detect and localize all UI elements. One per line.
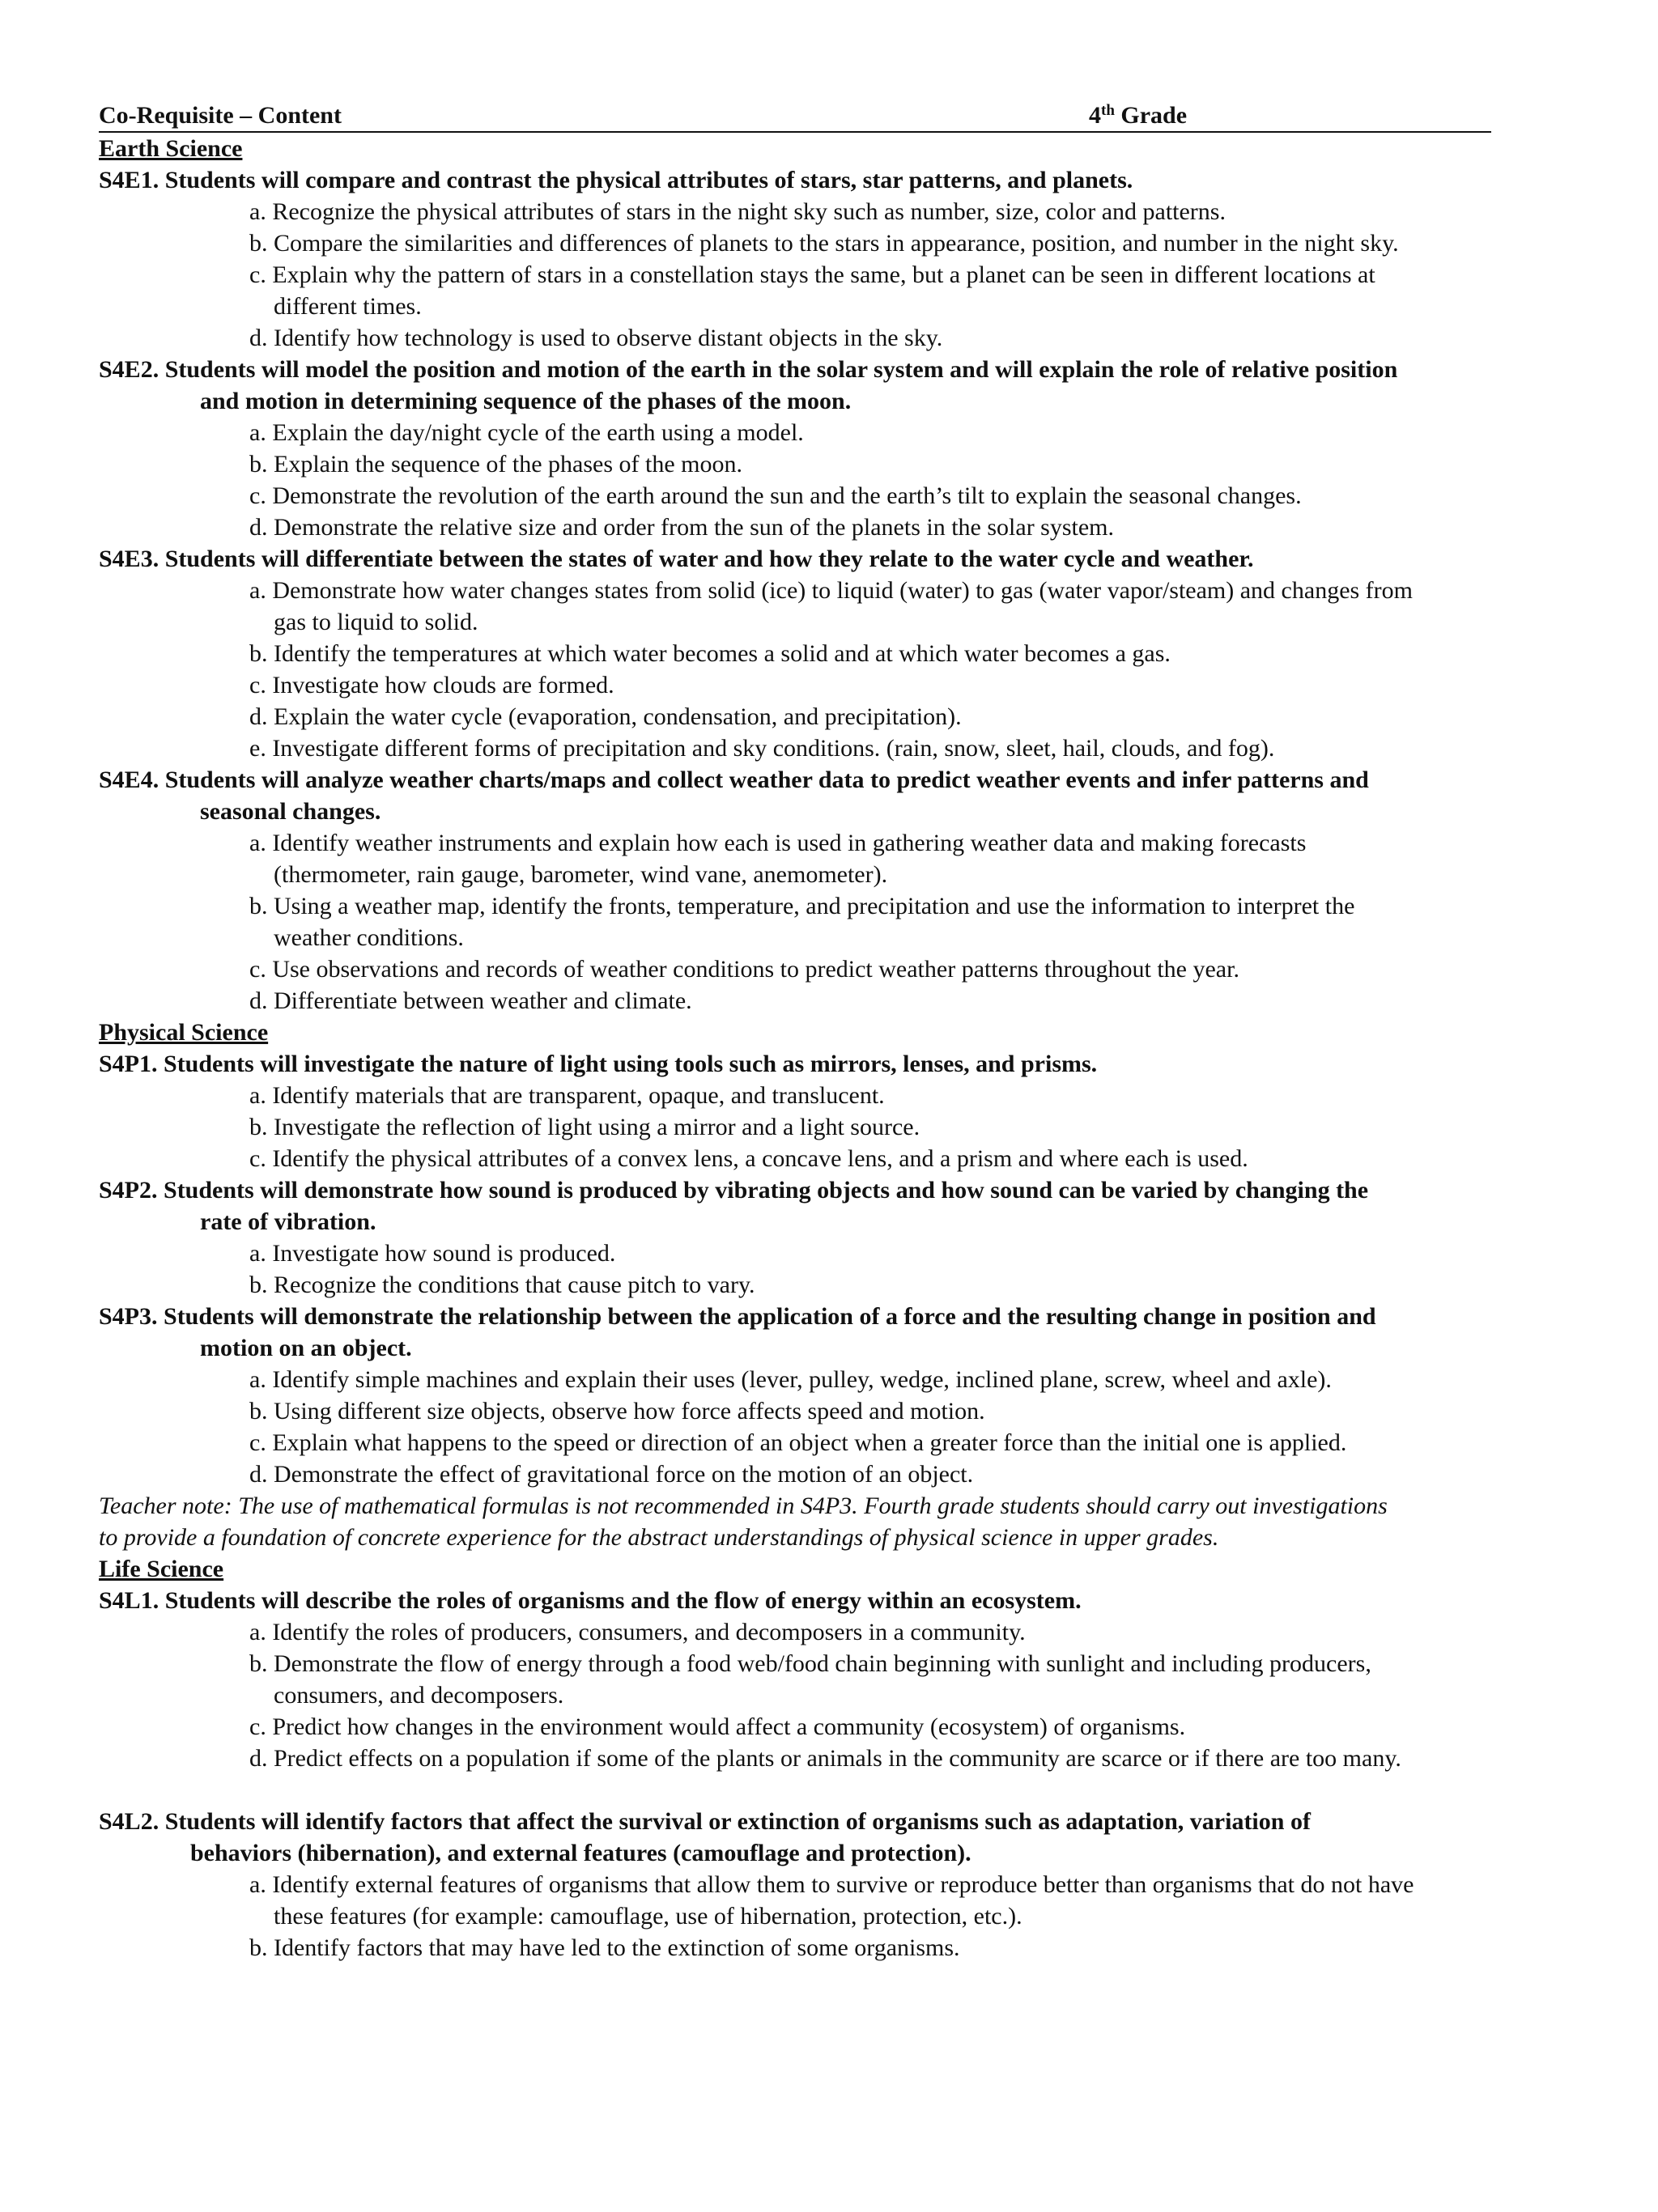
- section-heading-life-science: Life Science: [99, 1556, 224, 1582]
- element-s4e4-a-line1: a. Identify weather instruments and explain how each is used in gathering weather data and making forecasts: [249, 830, 1307, 856]
- standard-s4e4-line1: S4E4. Students will analyze weather charts/maps and collect weather data to predict weather events and infer patterns and: [99, 766, 1369, 793]
- element-s4l1-a: a. Identify the roles of producers, consumers, and decomposers in a community.: [249, 1619, 1026, 1645]
- element-s4e2-c: c. Demonstrate the revolution of the earth around the sun and the earth’s tilt to explain the seasonal changes.: [249, 482, 1302, 509]
- element-s4p3-c: c. Explain what happens to the speed or direction of an object when a greater force than the initial one is applied.: [249, 1429, 1347, 1456]
- standard-s4l1: [99, 1585, 1580, 1616]
- element-s4l1-d: d. Predict effects on a population if some of the plants or animals in the community are scarce or if there are too many.: [249, 1745, 1401, 1772]
- element-s4e4-b-line2: weather conditions.: [274, 924, 464, 951]
- element-s4l1-b: [99, 1648, 1580, 1711]
- standard-s4p1-text: S4P1. Students will investigate the nature of light using tools such as mirrors, lenses, and prisms.: [99, 1051, 1098, 1077]
- element-s4p1-a: a. Identify materials that are transparent, opaque, and translucent.: [249, 1082, 885, 1109]
- element-s4e1-c-line2: different times.: [274, 293, 422, 320]
- element-s4p3-d: d. Demonstrate the effect of gravitational force on the motion of an object.: [249, 1461, 974, 1488]
- grade-suffix: th: [1101, 102, 1115, 119]
- standard-s4e1: [99, 164, 1580, 196]
- element-s4e1-c: [99, 259, 1580, 322]
- standard-s4p2: [99, 1174, 1580, 1238]
- element-s4p2-a: a. Investigate how sound is produced.: [249, 1240, 616, 1267]
- element-s4p3-b: b. Using different size objects, observe how force affects speed and motion.: [249, 1398, 985, 1424]
- standard-s4e2-line1: S4E2. Students will model the position and motion of the earth in the solar system and will explain the role of relative position: [99, 356, 1398, 383]
- standard-s4p2-line1: S4P2. Students will demonstrate how sound is produced by vibrating objects and how sound can be varied by changing the: [99, 1177, 1369, 1204]
- element-s4e1-a: a. Recognize the physical attributes of stars in the night sky such as number, size, color and patterns.: [249, 198, 1226, 225]
- header-title: Co-Requisite – Content: [99, 102, 342, 129]
- element-s4e3-b: b. Identify the temperatures at which water becomes a solid and at which water becomes a gas.: [249, 640, 1171, 667]
- element-s4e1-d: d. Identify how technology is used to observe distant objects in the sky.: [249, 325, 943, 351]
- standard-s4e2: [99, 354, 1580, 417]
- element-s4p2-b: b. Recognize the conditions that cause pitch to vary.: [249, 1272, 755, 1298]
- standard-s4p1: [99, 1048, 1580, 1080]
- element-s4e3-a-line2: gas to liquid to solid.: [274, 609, 478, 635]
- element-s4e4-d: d. Differentiate between weather and climate.: [249, 987, 692, 1014]
- section-heading-earth-science: Earth Science: [99, 135, 243, 162]
- page-header: [99, 100, 1491, 133]
- teacher-note: [99, 1490, 1580, 1553]
- element-s4e1-c-line1: c. Explain why the pattern of stars in a constellation stays the same, but a planet can be seen in different locations at: [249, 261, 1375, 288]
- element-s4e3-a: [99, 575, 1580, 638]
- element-s4p1-b: b. Investigate the reflection of light using a mirror and a light source.: [249, 1114, 920, 1140]
- standard-s4e2-line2: and motion in determining sequence of the phases of the moon.: [200, 388, 852, 414]
- standard-s4p3: [99, 1301, 1580, 1364]
- standard-s4l2-line2: behaviors (hibernation), and external features (camouflage and protection).: [190, 1840, 971, 1866]
- blank-line: [99, 1774, 1580, 1806]
- element-s4e1-b: b. Compare the similarities and differences of planets to the stars in appearance, position, and number in the night sky.: [249, 230, 1399, 257]
- grade-number: 4: [1089, 102, 1101, 129]
- header-grade: [1089, 100, 1187, 131]
- element-s4e4-b-line1: b. Using a weather map, identify the fronts, temperature, and precipitation and use the information to interpret the: [249, 893, 1355, 919]
- standard-s4l2: [99, 1806, 1580, 1869]
- standard-s4e3: [99, 543, 1580, 575]
- element-s4l2-b: b. Identify factors that may have led to the extinction of some organisms.: [249, 1934, 960, 1961]
- element-s4e3-a-line1: a. Demonstrate how water changes states from solid (ice) to liquid (water) to gas (water vapor/steam) and changes from: [249, 577, 1413, 604]
- element-s4l2-a-line2: these features (for example: camouflage, use of hibernation, protection, etc.).: [274, 1903, 1022, 1930]
- element-s4e4-b: [99, 890, 1580, 953]
- standard-s4e3-text: S4E3. Students will differentiate between the states of water and how they relate to the water cycle and weather.: [99, 546, 1254, 572]
- grade-word: Grade: [1120, 102, 1188, 129]
- element-s4e2-a: a. Explain the day/night cycle of the earth using a model.: [249, 419, 804, 446]
- element-s4p3-a: a. Identify simple machines and explain their uses (lever, pulley, wedge, inclined plane, screw, wheel and axle).: [249, 1366, 1332, 1393]
- element-s4e2-d: d. Demonstrate the relative size and order from the sun of the planets in the solar system.: [249, 514, 1115, 541]
- element-s4l1-b-line1: b. Demonstrate the flow of energy through a food web/food chain beginning with sunlight and including producers,: [249, 1650, 1371, 1677]
- element-s4e3-d: d. Explain the water cycle (evaporation, condensation, and precipitation).: [249, 703, 962, 730]
- teacher-note-line2: to provide a foundation of concrete experience for the abstract understandings of physical science in upper grades.: [99, 1524, 1219, 1551]
- element-s4l1-b-line2: consumers, and decomposers.: [274, 1682, 564, 1709]
- standard-s4p2-line2: rate of vibration.: [200, 1208, 376, 1235]
- standard-s4p3-line1: S4P3. Students will demonstrate the relationship between the application of a force and the resulting change in position and: [99, 1303, 1376, 1330]
- element-s4e2-b: b. Explain the sequence of the phases of the moon.: [249, 451, 742, 478]
- element-s4e3-c: c. Investigate how clouds are formed.: [249, 672, 614, 698]
- element-s4e4-a: [99, 827, 1580, 890]
- element-s4p1-c: c. Identify the physical attributes of a convex lens, a concave lens, and a prism and where each is used.: [249, 1145, 1248, 1172]
- element-s4e3-e: e. Investigate different forms of precipitation and sky conditions. (rain, snow, sleet, hail, clouds, and fog).: [249, 735, 1275, 762]
- element-s4l2-a-line1: a. Identify external features of organisms that allow them to survive or reproduce better than organisms that do not have: [249, 1871, 1414, 1898]
- element-s4e4-a-line2: (thermometer, rain gauge, barometer, wind vane, anemometer).: [274, 861, 888, 888]
- teacher-note-line1: Teacher note: The use of mathematical formulas is not recommended in S4P3. Fourth grade students should carry out investigations: [99, 1492, 1388, 1519]
- standard-s4l2-line1: S4L2. Students will identify factors that affect the survival or extinction of organisms such as adaptation, variation of: [99, 1808, 1311, 1835]
- element-s4e4-c: c. Use observations and records of weather conditions to predict weather patterns throughout the year.: [249, 956, 1239, 983]
- standard-s4e4-line2: seasonal changes.: [200, 798, 381, 825]
- standard-s4l1-text: S4L1. Students will describe the roles of organisms and the flow of energy within an ecosystem.: [99, 1587, 1082, 1614]
- standard-s4p3-line2: motion on an object.: [200, 1335, 412, 1361]
- section-heading-physical-science: Physical Science: [99, 1019, 269, 1046]
- element-s4l1-c: c. Predict how changes in the environment would affect a community (ecosystem) of organisms.: [249, 1713, 1186, 1740]
- standard-s4e4: [99, 764, 1580, 827]
- element-s4l2-a: [99, 1869, 1580, 1932]
- document-body: [99, 100, 1580, 1964]
- standard-s4e1-text: S4E1. Students will compare and contrast the physical attributes of stars, star patterns, and planets.: [99, 167, 1133, 193]
